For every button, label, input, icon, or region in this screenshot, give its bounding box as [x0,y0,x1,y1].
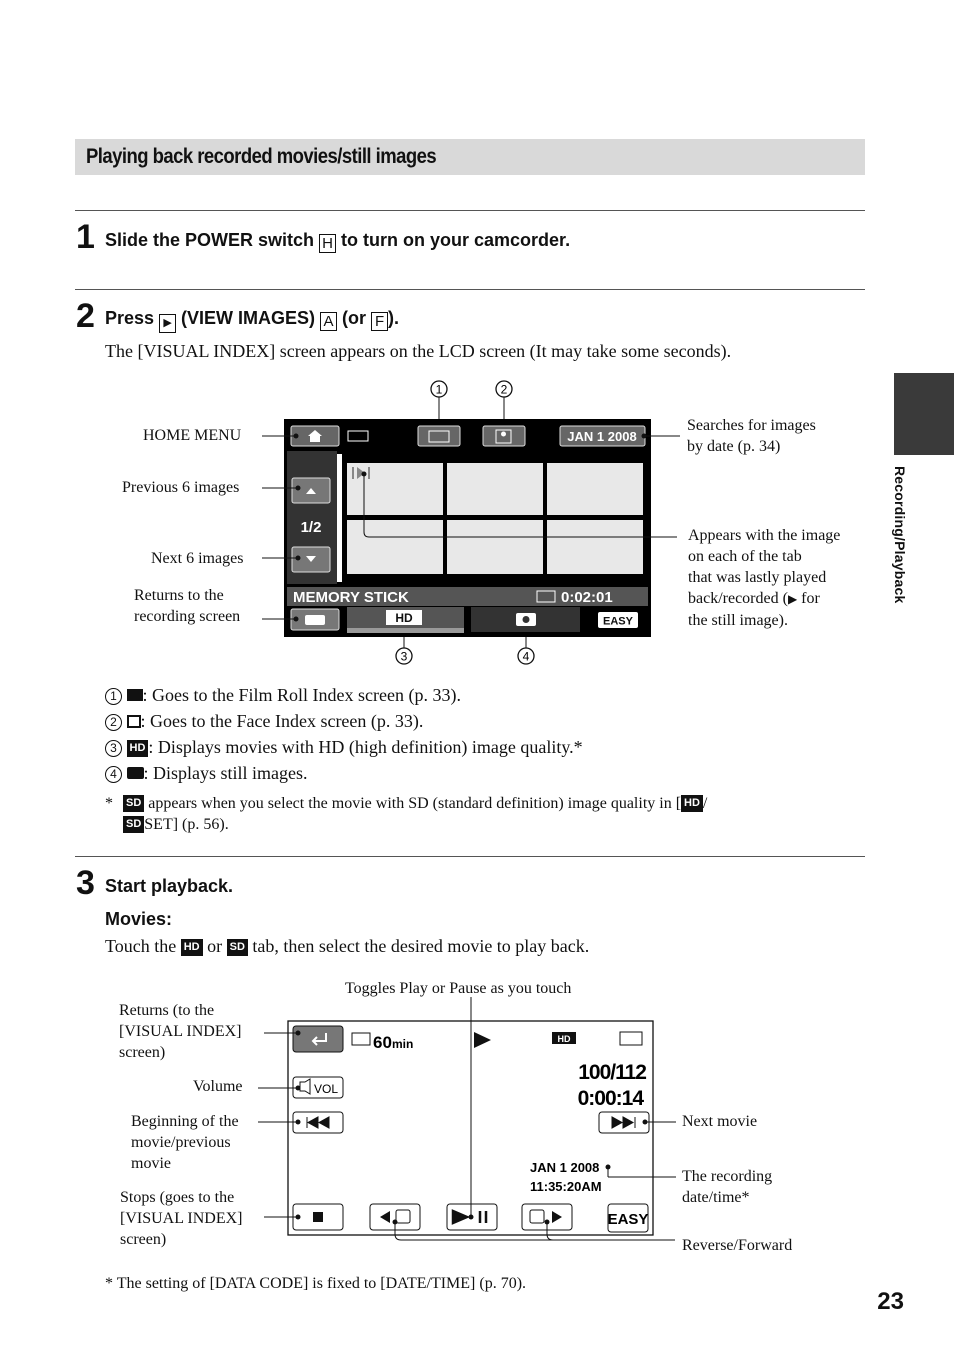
section-header [75,139,865,175]
legend-item: 2 : Goes to the Face Index screen (p. 33). [105,711,423,732]
callout-returns: Returns to the recording screen [134,587,241,625]
play-icon: ▶ [787,592,798,606]
svg-text:4: 4 [522,649,530,664]
step3-instruction: Start playback. [105,876,234,896]
lcd-date: JAN 1 2008 [567,429,637,444]
callout-beginning: Beginning of the movie/previous movie [131,1113,239,1172]
callout-volume: Volume [193,1078,243,1095]
camera-icon [127,767,144,779]
footnote-sd-cont: SD SET] (p. 56). [123,814,229,835]
svg-text:2: 2 [500,382,508,397]
callout-home-menu: HOME MENU [143,427,242,444]
callout-search-date: Searches for images by date (p. 34) [687,417,816,455]
step1-instruction: Slide the POWER switch H to turn on your camcorder. [105,230,571,252]
key-a: A [320,312,337,331]
callout-next-6: Next 6 images [151,550,244,567]
thumbnail[interactable] [447,463,543,515]
step3-description: Touch the HD or SD tab, then select the desired movie to play back. [105,936,590,956]
key-h: H [319,234,336,253]
step2-instruction: Press ▶ (VIEW IMAGES) A (or F ). [105,308,399,333]
svg-text:HD: HD [395,611,413,625]
film-roll-button[interactable] [418,426,460,446]
thumbnail[interactable] [447,520,543,574]
callout-toggles: Toggles Play or Pause as you touch [345,980,572,997]
callout-previous-6: Previous 6 images [122,479,240,496]
camera-icon [516,613,536,626]
footnote-data-code: * The setting of [DATA CODE] is fixed to [DATE/TIME] (p. 70). [105,1275,527,1292]
recording-time: 11:35:20AM [530,1179,602,1194]
callout-number-2 [496,381,512,420]
legend-item: 3 HD : Displays movies with HD (high definition) image quality.* [105,737,583,758]
section-title: Playing back recorded movies/still images [86,145,437,168]
callout-return: Returns (to the [VISUAL INDEX] screen) [119,1002,242,1061]
film-roll-icon [127,689,143,701]
lcd-duration: 0:02:01 [561,589,613,606]
thumbnail[interactable] [547,520,643,574]
legend-item: 4 : Displays still images. [105,763,308,784]
callout-reverse-forward: Reverse/Forward [682,1237,793,1254]
svg-text:3: 3 [400,649,408,664]
callout-next-movie: Next movie [682,1113,758,1130]
legend-item: 1 : Goes to the Film Roll Index screen (p. 33). [105,685,461,706]
stop-icon [313,1212,323,1222]
key-f: F [371,312,388,331]
hd-icon: HD [681,795,703,812]
step-number: 2 [76,297,95,335]
hd-icon: HD [127,740,149,757]
svg-text:1: 1 [435,382,443,397]
page-indicator: 1/2 [300,519,322,536]
chapter-label: Recording/Playback [892,466,908,604]
sd-icon: SD [123,795,144,812]
step-divider [75,210,865,211]
return-button[interactable] [293,1026,343,1052]
play-icon: ▶ [159,314,176,333]
callout-recording-date: The recording date/time* [682,1168,773,1206]
step-number: 1 [76,218,95,256]
svg-text:VOL: VOL [314,1082,339,1096]
svg-text:min: min [392,1037,414,1051]
recording-date: JAN 1 2008 [530,1160,600,1175]
svg-text:HD: HD [557,1034,571,1044]
callout-last-played: Appears with the image on each of the tab that was lastly played back/recorded (▶ for the still image). [688,527,841,629]
thumbnail[interactable] [347,520,443,574]
playback-time: 0:00:14 [577,1087,643,1110]
chapter-tab [894,373,954,455]
file-counter: 100/112 [578,1061,646,1084]
battery-time: 60 [373,1033,392,1052]
svg-text:EASY: EASY [603,615,633,628]
svg-text:EASY: EASY [607,1211,649,1228]
step-number: 3 [76,864,95,902]
thumbnail[interactable] [547,463,643,515]
sd-icon: SD [123,816,144,833]
callout-stops: Stops (goes to the [VISUAL INDEX] screen) [120,1189,243,1248]
hd-icon: HD [181,939,203,956]
step2-description: The [VISUAL INDEX] screen appears on the LCD screen (It may take some seconds). [105,341,732,361]
step-divider [75,289,865,290]
page-number: 23 [877,1288,904,1315]
sd-icon: SD [227,939,248,956]
media-label: MEMORY STICK [293,589,409,606]
step-divider [75,856,865,857]
face-icon [127,715,141,728]
callout-number-1 [431,381,447,420]
footnote-sd: * SD appears when you select the movie with SD (standard definition) image quality in [ HD / [105,795,708,812]
movies-heading: Movies: [105,909,173,929]
